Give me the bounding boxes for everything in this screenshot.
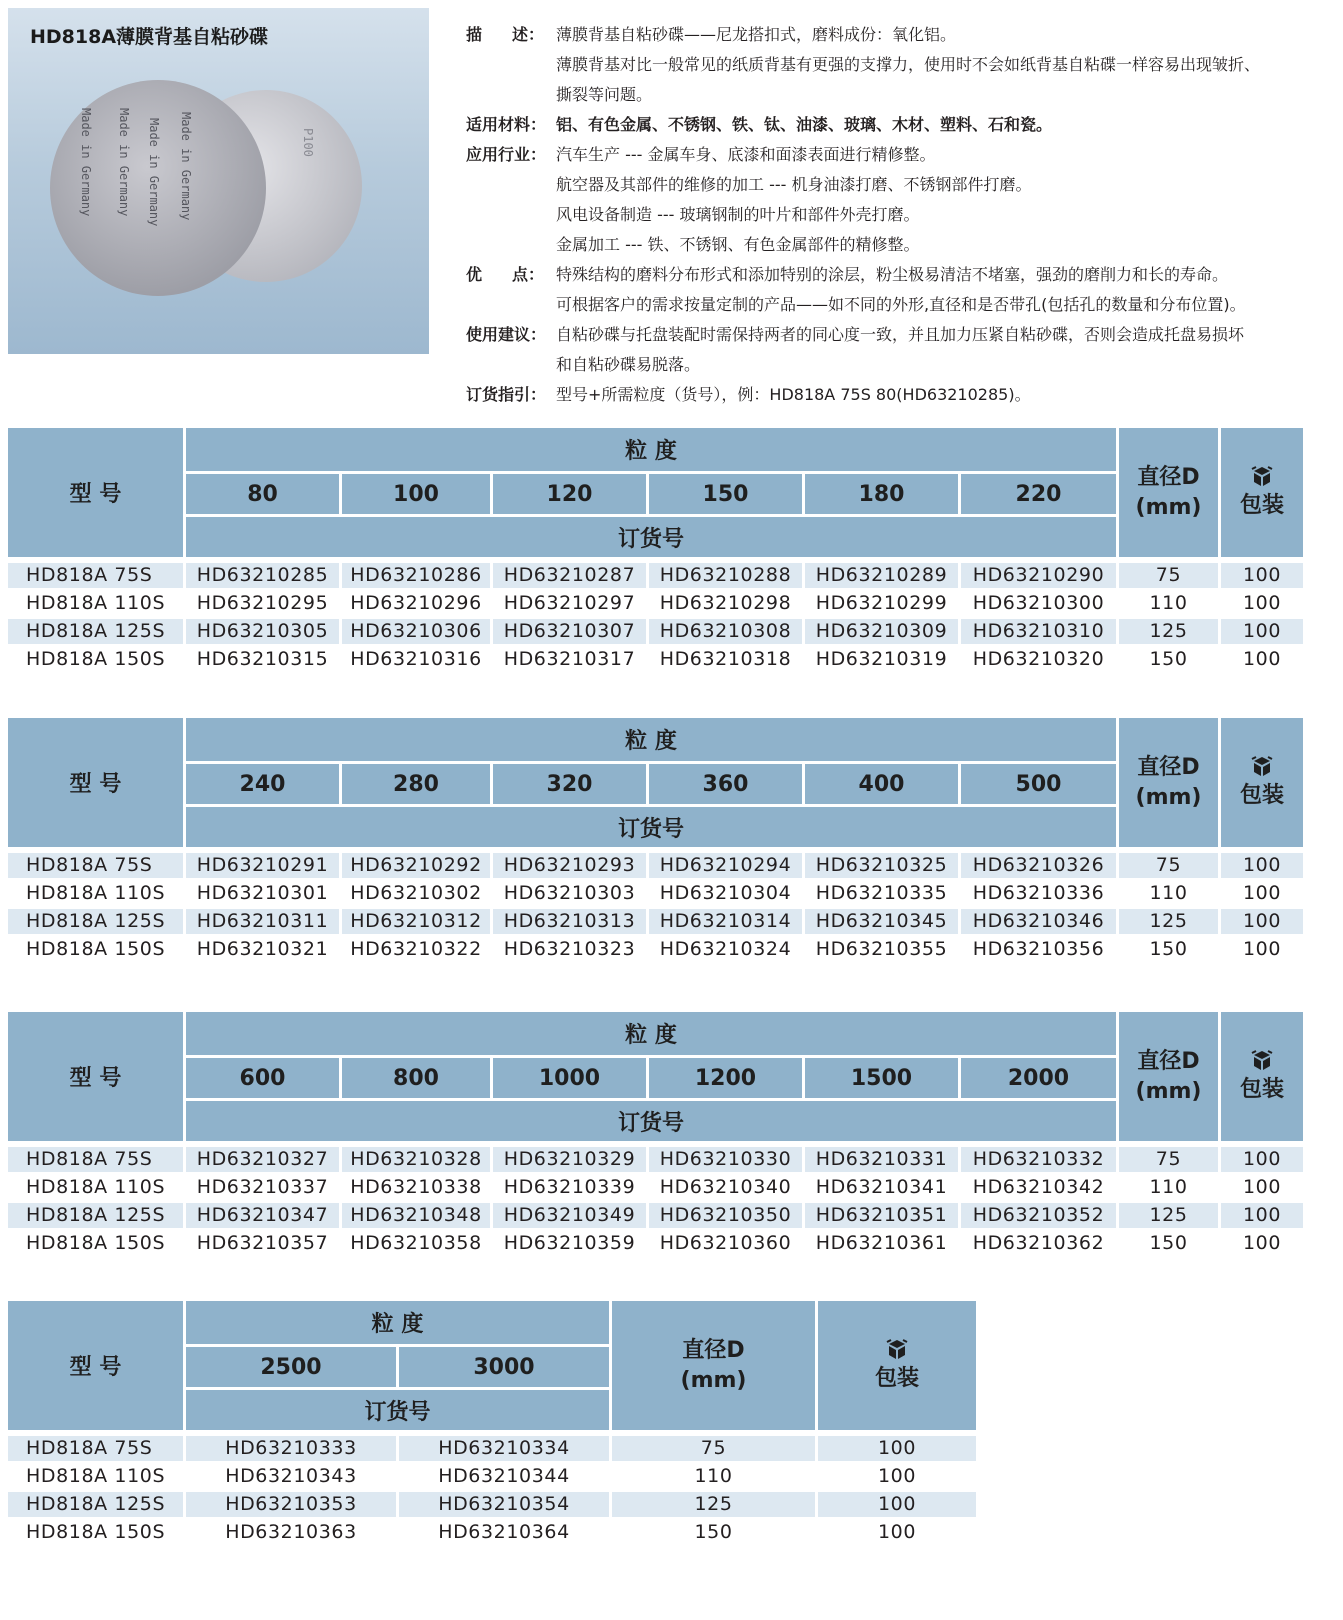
order-code-cell: HD63210342 [961,1175,1116,1200]
disc-print-4: Made in Germany [179,112,193,221]
order-code-cell: HD63210312 [342,909,490,934]
spec-table-4 [5,1298,979,1548]
order-code-cell: HD63210301 [186,881,339,906]
model-header: 型 号 [8,1012,183,1141]
diameter-header-line-2: (mm) [1135,494,1202,520]
table-row [8,1464,976,1489]
order-code-cell: HD63210306 [342,619,490,644]
order-code-cell: HD63210310 [961,619,1116,644]
order-code-cell: HD63210361 [805,1231,958,1256]
grit-value: 1200 [649,1058,802,1098]
package-header [1221,428,1303,557]
grit-value: 280 [342,764,490,804]
order-code-cell: HD63210352 [961,1203,1116,1228]
package-cell: 100 [1221,909,1303,934]
table-row [8,1175,1303,1200]
usage-text-1: 自粘砂碟与托盘装配时需保持两者的同心度一致，并且加力压紧自粘砂碟，否则会造成托盘易损坏 [556,325,1245,344]
sanding-discs-image [8,8,429,354]
industry-row [466,140,1336,170]
header-row [8,1012,1303,1055]
model-cell: HD818A 110S [8,591,183,616]
package-cell: 100 [1221,1203,1303,1228]
diameter-cell: 75 [1119,853,1218,878]
diameter-cell: 110 [1119,1175,1218,1200]
disc-print-3: Made in Germany [147,118,161,227]
model-cell: HD818A 75S [8,853,183,878]
grit-value: 1000 [493,1058,646,1098]
order-code-cell: HD63210311 [186,909,339,934]
order-code-cell: HD63210357 [186,1231,339,1256]
table-row [8,563,1303,588]
table-row [8,1203,1303,1228]
model-cell: HD818A 150S [8,1520,183,1545]
order-code-cell: HD63210358 [342,1231,490,1256]
package-cell: 100 [1221,1147,1303,1172]
diameter-cell: 150 [612,1520,815,1545]
package-cell: 100 [1221,1175,1303,1200]
header-row [8,428,1303,471]
package-cell: 100 [818,1436,976,1461]
package-header [818,1301,976,1430]
box-icon [1250,1049,1274,1073]
grit-value: 2500 [186,1347,396,1387]
spec-table-1 [5,425,1306,675]
order-code-cell: HD63210344 [399,1464,609,1489]
model-cell: HD818A 75S [8,563,183,588]
diameter-header-line-2: (mm) [1135,1078,1202,1104]
usage-label: 使用建议： [466,325,547,344]
order-code-cell: HD63210307 [493,619,646,644]
diameter-header-line-1: 直径D [1137,464,1200,490]
order-code-cell: HD63210350 [649,1203,802,1228]
diameter-header [1119,718,1218,847]
advantage-text-1: 特殊结构的磨料分布形式和添加特别的涂层，粉尘极易清洁不堵塞，强劲的磨削力和长的寿命。 [556,265,1229,284]
order-code-cell: HD63210288 [649,563,802,588]
package-header-label: 包装 [874,1365,919,1391]
model-cell: HD818A 150S [8,647,183,672]
grit-header: 粒 度 [186,718,1116,761]
order-code-cell: HD63210319 [805,647,958,672]
diameter-cell: 75 [1119,1147,1218,1172]
order-code-cell: HD63210347 [186,1203,339,1228]
desc-text-2: 薄膜背基对比一般常见的纸质背基有更强的支撑力，使用时不会如纸背基自粘碟一样容易出现皱折、 [556,55,1261,74]
package-cell: 100 [1221,1231,1303,1256]
order-code-cell: HD63210363 [186,1520,396,1545]
diameter-header [612,1301,815,1430]
grit-row [8,474,1303,514]
order-code-cell: HD63210320 [961,647,1116,672]
order-code-cell: HD63210338 [342,1175,490,1200]
order-code-cell: HD63210295 [186,591,339,616]
order-code-cell: HD63210305 [186,619,339,644]
order-code-cell: HD63210293 [493,853,646,878]
grit-row [8,1058,1303,1098]
order-code-cell: HD63210333 [186,1436,396,1461]
disc-print-2: Made in Germany [117,108,131,217]
table-row [8,1231,1303,1256]
order-code-cell: HD63210324 [649,937,802,962]
diameter-cell: 150 [1119,647,1218,672]
spec-table-2 [5,715,1306,965]
header-row [8,718,1303,761]
table-row [8,1147,1303,1172]
order-code-cell: HD63210313 [493,909,646,934]
grit-value: 400 [805,764,958,804]
package-header-label: 包装 [1239,782,1284,808]
grit-row [8,764,1303,804]
industry-label: 应用行业： [466,145,547,164]
order-code-cell: HD63210289 [805,563,958,588]
model-cell: HD818A 110S [8,881,183,906]
package-cell: 100 [818,1520,976,1545]
industry-text-3: 风电设备制造 --- 玻璃钢制的叶片和部件外壳打磨。 [556,205,920,224]
order-code-cell: HD63210302 [342,881,490,906]
order-code-cell: HD63210346 [961,909,1116,934]
model-header: 型 号 [8,718,183,847]
order-code-cell: HD63210329 [493,1147,646,1172]
diameter-cell: 150 [1119,937,1218,962]
package-cell: 100 [1221,881,1303,906]
grit-value: 120 [493,474,646,514]
order-code-cell: HD63210325 [805,853,958,878]
package-cell: 100 [1221,853,1303,878]
order-code-cell: HD63210314 [649,909,802,934]
order-code-cell: HD63210330 [649,1147,802,1172]
order-no-header: 订货号 [186,517,1116,557]
order-no-header: 订货号 [186,1101,1116,1141]
order-code-cell: HD63210362 [961,1231,1116,1256]
package-cell: 100 [1221,937,1303,962]
diameter-cell: 125 [1119,1203,1218,1228]
order-code-cell: HD63210360 [649,1231,802,1256]
table-row [8,1492,976,1517]
order-code-cell: HD63210326 [961,853,1116,878]
grit-value: 800 [342,1058,490,1098]
diameter-cell: 110 [612,1464,815,1489]
box-icon [885,1338,909,1362]
model-header: 型 号 [8,428,183,557]
package-cell: 100 [1221,619,1303,644]
diameter-cell: 110 [1119,881,1218,906]
order-code-cell: HD63210292 [342,853,490,878]
grit-value: 600 [186,1058,339,1098]
disc-print-1: Made in Germany [79,108,93,217]
advantage-label-a: 优 [466,265,483,284]
diameter-header-line-1: 直径D [682,1337,745,1363]
order-code-cell: HD63210322 [342,937,490,962]
model-cell: HD818A 125S [8,1492,183,1517]
table-row [8,619,1303,644]
advantage-label [466,260,556,290]
usage-row [466,320,1336,350]
order-code-cell: HD63210291 [186,853,339,878]
order-code-cell: HD63210348 [342,1203,490,1228]
diameter-header-line-2: (mm) [680,1367,747,1393]
order-code-cell: HD63210328 [342,1147,490,1172]
order-code-cell: HD63210364 [399,1520,609,1545]
order-code-cell: HD63210335 [805,881,958,906]
desc-label-a: 描 [466,25,483,44]
order-text: 型号+所需粒度（货号），例：HD818A 75S 80(HD63210285)。 [556,385,1031,404]
order-code-cell: HD63210287 [493,563,646,588]
materials-label: 适用材料： [466,115,547,134]
order-code-cell: HD63210336 [961,881,1116,906]
order-code-cell: HD63210359 [493,1231,646,1256]
order-code-cell: HD63210316 [342,647,490,672]
model-cell: HD818A 75S [8,1436,183,1461]
package-header [1221,1012,1303,1141]
grit-value: 150 [649,474,802,514]
order-code-cell: HD63210323 [493,937,646,962]
order-no-row [8,517,1303,557]
model-cell: HD818A 150S [8,1231,183,1256]
order-code-cell: HD63210317 [493,647,646,672]
industry-text-2: 航空器及其部件的维修的加工 --- 机身油漆打磨、不锈钢部件打磨。 [556,175,1032,194]
order-code-cell: HD63210304 [649,881,802,906]
desc-text-3: 撕裂等问题。 [556,85,653,104]
table-row [8,1520,976,1545]
grit-value: 1500 [805,1058,958,1098]
grit-value: 500 [961,764,1116,804]
order-code-cell: HD63210294 [649,853,802,878]
order-code-cell: HD63210327 [186,1147,339,1172]
order-code-cell: HD63210296 [342,591,490,616]
diameter-cell: 110 [1119,591,1218,616]
materials-row [466,110,1336,140]
order-code-cell: HD63210321 [186,937,339,962]
advantage-label-b: 点： [512,265,545,284]
package-header-label: 包装 [1239,492,1284,518]
model-cell: HD818A 125S [8,909,183,934]
order-code-cell: HD63210353 [186,1492,396,1517]
diameter-header [1119,428,1218,557]
industry-text-4: 金属加工 --- 铁、不锈钢、有色金属部件的精修整。 [556,235,920,254]
advantage-row [466,260,1336,290]
table-row [8,1436,976,1461]
order-label: 订货指引： [466,385,547,404]
table-row [8,937,1303,962]
desc-label [466,20,556,50]
box-icon [1250,755,1274,779]
order-code-cell: HD63210356 [961,937,1116,962]
grit-value: 3000 [399,1347,609,1387]
order-code-cell: HD63210318 [649,647,802,672]
table-row [8,909,1303,934]
order-code-cell: HD63210290 [961,563,1116,588]
order-code-cell: HD63210300 [961,591,1116,616]
table-row [8,853,1303,878]
diameter-cell: 125 [612,1492,815,1517]
table-row [8,591,1303,616]
package-cell: 100 [1221,591,1303,616]
order-code-cell: HD63210297 [493,591,646,616]
package-header-label: 包装 [1239,1076,1284,1102]
order-code-cell: HD63210345 [805,909,958,934]
order-code-cell: HD63210331 [805,1147,958,1172]
product-description [466,20,1336,410]
package-cell: 100 [1221,647,1303,672]
order-no-row [8,1101,1303,1141]
package-header [1221,718,1303,847]
order-code-cell: HD63210286 [342,563,490,588]
model-cell: HD818A 110S [8,1464,183,1489]
desc-text: 薄膜背基自粘砂碟——尼龙搭扣式，磨料成份：氧化铝。 [556,25,957,44]
order-code-cell: HD63210334 [399,1436,609,1461]
package-cell: 100 [818,1464,976,1489]
package-cell: 100 [818,1492,976,1517]
order-code-cell: HD63210349 [493,1203,646,1228]
industry-text-1: 汽车生产 --- 金属车身、底漆和面漆表面进行精修整。 [556,145,936,164]
model-cell: HD818A 150S [8,937,183,962]
diameter-cell: 75 [612,1436,815,1461]
order-code-cell: HD63210339 [493,1175,646,1200]
diameter-header-line-2: (mm) [1135,784,1202,810]
model-cell: HD818A 110S [8,1175,183,1200]
order-no-row [8,807,1303,847]
table-row [8,881,1303,906]
header-row [8,1301,976,1344]
grit-header: 粒 度 [186,1012,1116,1055]
product-title: HD818A薄膜背基自粘砂碟 [30,26,269,48]
diameter-cell: 125 [1119,909,1218,934]
diameter-cell: 75 [1119,563,1218,588]
grit-value: 240 [186,764,339,804]
order-code-cell: HD63210332 [961,1147,1116,1172]
grit-value: 320 [493,764,646,804]
order-code-cell: HD63210285 [186,563,339,588]
disc-print-5: P100 [301,128,315,157]
order-code-cell: HD63210309 [805,619,958,644]
diameter-header [1119,1012,1218,1141]
order-code-cell: HD63210308 [649,619,802,644]
grit-value: 2000 [961,1058,1116,1098]
grit-value: 180 [805,474,958,514]
model-cell: HD818A 125S [8,1203,183,1228]
diameter-cell: 125 [1119,619,1218,644]
desc-row [466,20,1336,50]
order-code-cell: HD63210354 [399,1492,609,1517]
diameter-header-line-1: 直径D [1137,1048,1200,1074]
grit-header: 粒 度 [186,1301,609,1344]
table-row [8,647,1303,672]
order-no-header: 订货号 [186,1390,609,1430]
diameter-cell: 150 [1119,1231,1218,1256]
order-code-cell: HD63210355 [805,937,958,962]
order-code-cell: HD63210351 [805,1203,958,1228]
grit-value: 220 [961,474,1116,514]
grit-value: 100 [342,474,490,514]
order-code-cell: HD63210343 [186,1464,396,1489]
order-code-cell: HD63210341 [805,1175,958,1200]
advantage-text-2: 可根据客户的需求按量定制的产品——如不同的外形,直径和是否带孔(包括孔的数量和分布位置)。 [556,295,1246,314]
materials-text: 铝、有色金属、不锈钢、铁、钛、油漆、玻璃、木材、塑料、石和瓷。 [556,115,1053,134]
order-code-cell: HD63210298 [649,591,802,616]
diameter-header-line-1: 直径D [1137,754,1200,780]
order-code-cell: HD63210340 [649,1175,802,1200]
order-row [466,380,1336,410]
model-cell: HD818A 75S [8,1147,183,1172]
box-icon [1250,465,1274,489]
order-code-cell: HD63210299 [805,591,958,616]
grit-value: 80 [186,474,339,514]
desc-label-b: 述： [512,25,545,44]
order-no-header: 订货号 [186,807,1116,847]
model-cell: HD818A 125S [8,619,183,644]
spec-table-3 [5,1009,1306,1259]
order-code-cell: HD63210303 [493,881,646,906]
usage-text-2: 和自粘砂碟易脱落。 [556,355,701,374]
grit-value: 360 [649,764,802,804]
model-header: 型 号 [8,1301,183,1430]
product-image-panel [8,8,429,354]
order-code-cell: HD63210337 [186,1175,339,1200]
package-cell: 100 [1221,563,1303,588]
grit-header: 粒 度 [186,428,1116,471]
order-code-cell: HD63210315 [186,647,339,672]
